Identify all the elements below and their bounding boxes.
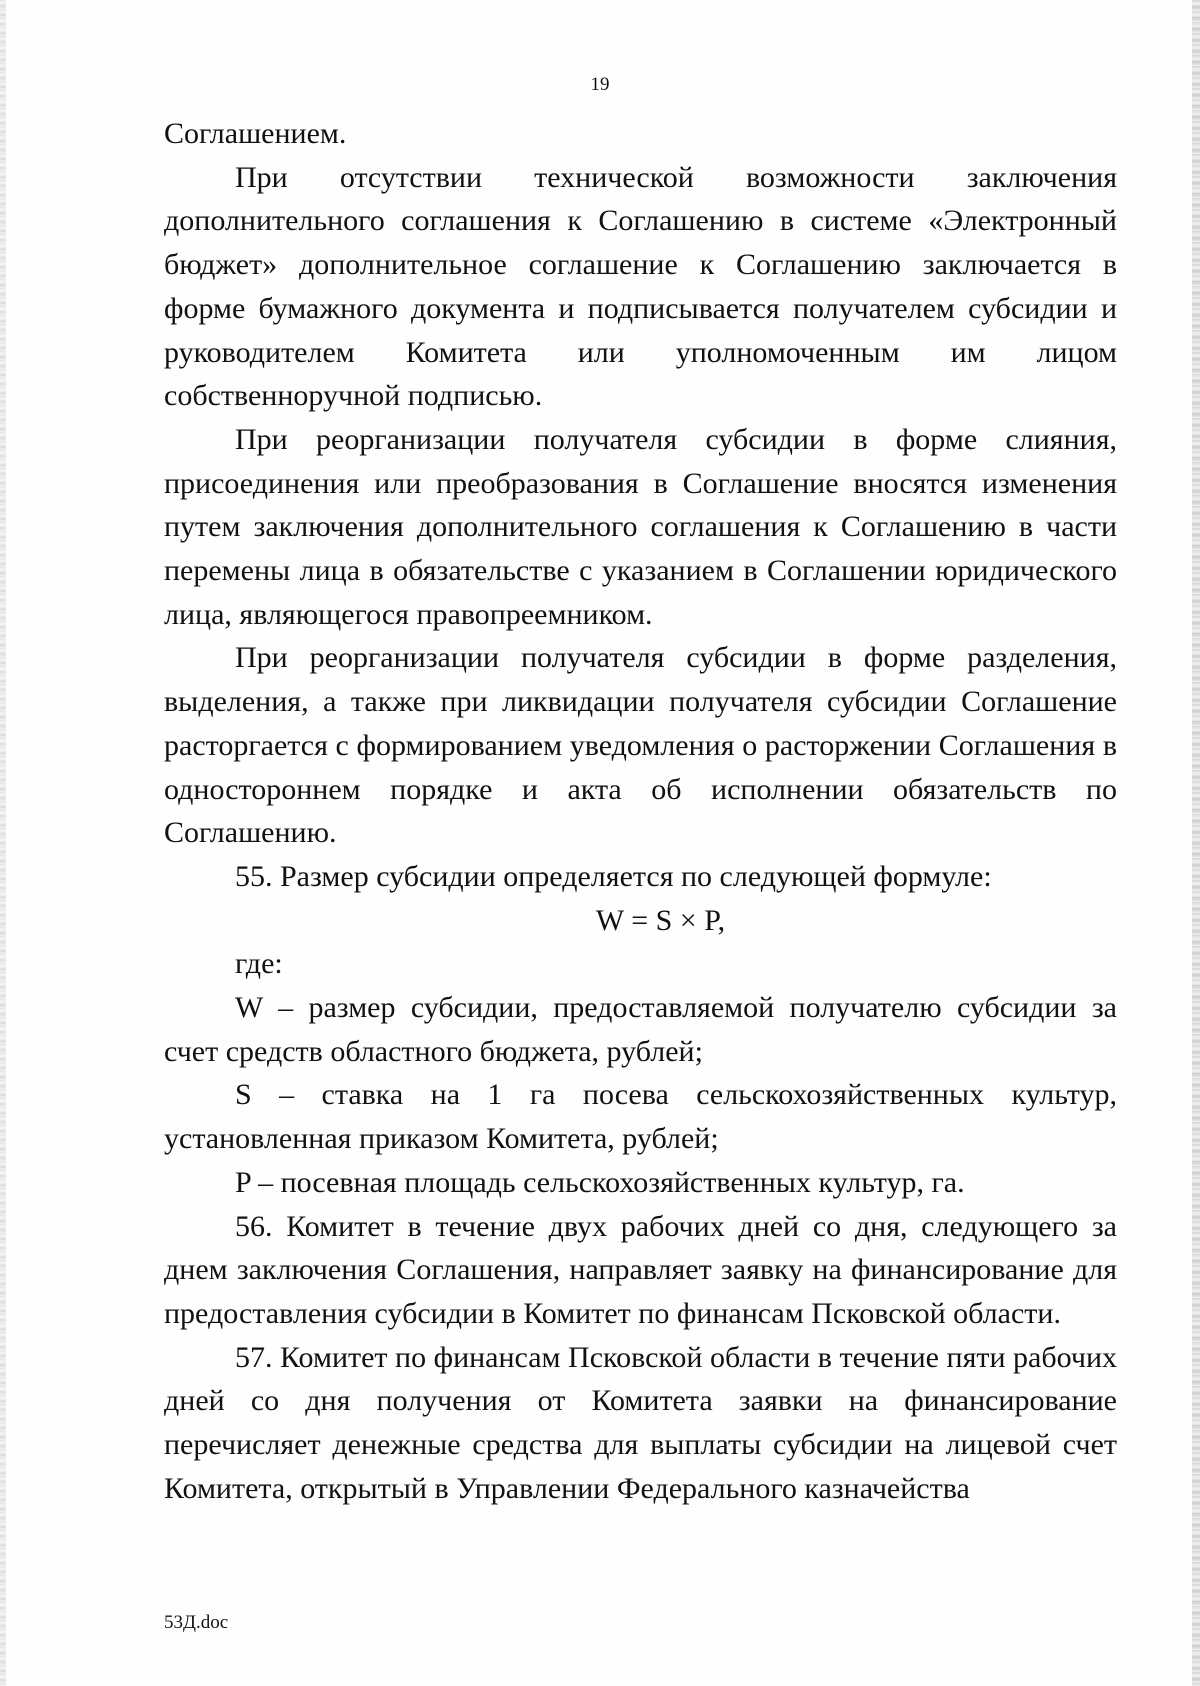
definition-w: W – размер субсидии, предоставляемой получателю субсидии за счет средств областного бюджета, рублей;	[164, 991, 1117, 1068]
paragraph-no-technical-possibility: При отсутствии технической возможности заключения дополнительного соглашения к Соглашению в системе «Электронный бюджет» дополнительное соглашение к Соглашению заключается в форме бумажного документа и подписывается получателем субсидии и руководителем Комитета или уполномоченным им лицом собственноручной подписью.	[164, 160, 1117, 413]
paragraph-56: 56. Комитет в течение двух рабочих дней со дня, следующего за днем заключения Соглашения, направляет заявку на финансирование для предоставления субсидии в Комитет по финансам Псковской области.	[164, 1209, 1117, 1330]
paragraph-55-formula-intro: 55. Размер субсидии определяется по следующей формуле:	[235, 859, 992, 893]
scan-edge-right	[1192, 0, 1200, 1686]
page-number: 19	[590, 74, 610, 95]
definition-s: S – ставка на 1 га посева сельскохозяйственных культур, установленная приказом Комитета, рублей;	[164, 1078, 1117, 1156]
document-body	[164, 112, 1117, 1511]
footer-filename: 53Д.doc	[164, 1612, 229, 1633]
paragraph-where: где:	[235, 947, 283, 981]
definition-p: P – посевная площадь сельскохозяйственных культур, га.	[235, 1165, 965, 1199]
paragraph-reorganization-merger: При реорганизации получателя субсидии в форме слияния, присоединения или преобразования в Соглашение вносятся изменения путем заключения дополнительного соглашения к Соглашению в части перемены лица в обязательстве с указанием в Соглашении юридического лица, являющегося правопреемником.	[164, 422, 1117, 631]
scan-edge-left	[0, 0, 6, 1686]
paragraph-continuation: Соглашением.	[164, 117, 347, 150]
paragraph-reorganization-division: При реорганизации получателя субсидии в форме разделения, выделения, а также при ликвидации получателя субсидии Соглашение расторгается с формированием уведомления о расторжении Соглашения в одностороннем порядке и акта об исполнении обязательств по Соглашению.	[164, 641, 1117, 850]
paragraph-57: 57. Комитет по финансам Псковской области в течение пяти рабочих дней со дня получения от Комитета заявки на финансирование перечисляет денежные средства для выплаты субсидии на лицевой счет Комитета, открытый в Управлении Федерального казначейства	[164, 1340, 1117, 1505]
formula: W = S × P,	[595, 903, 726, 937]
